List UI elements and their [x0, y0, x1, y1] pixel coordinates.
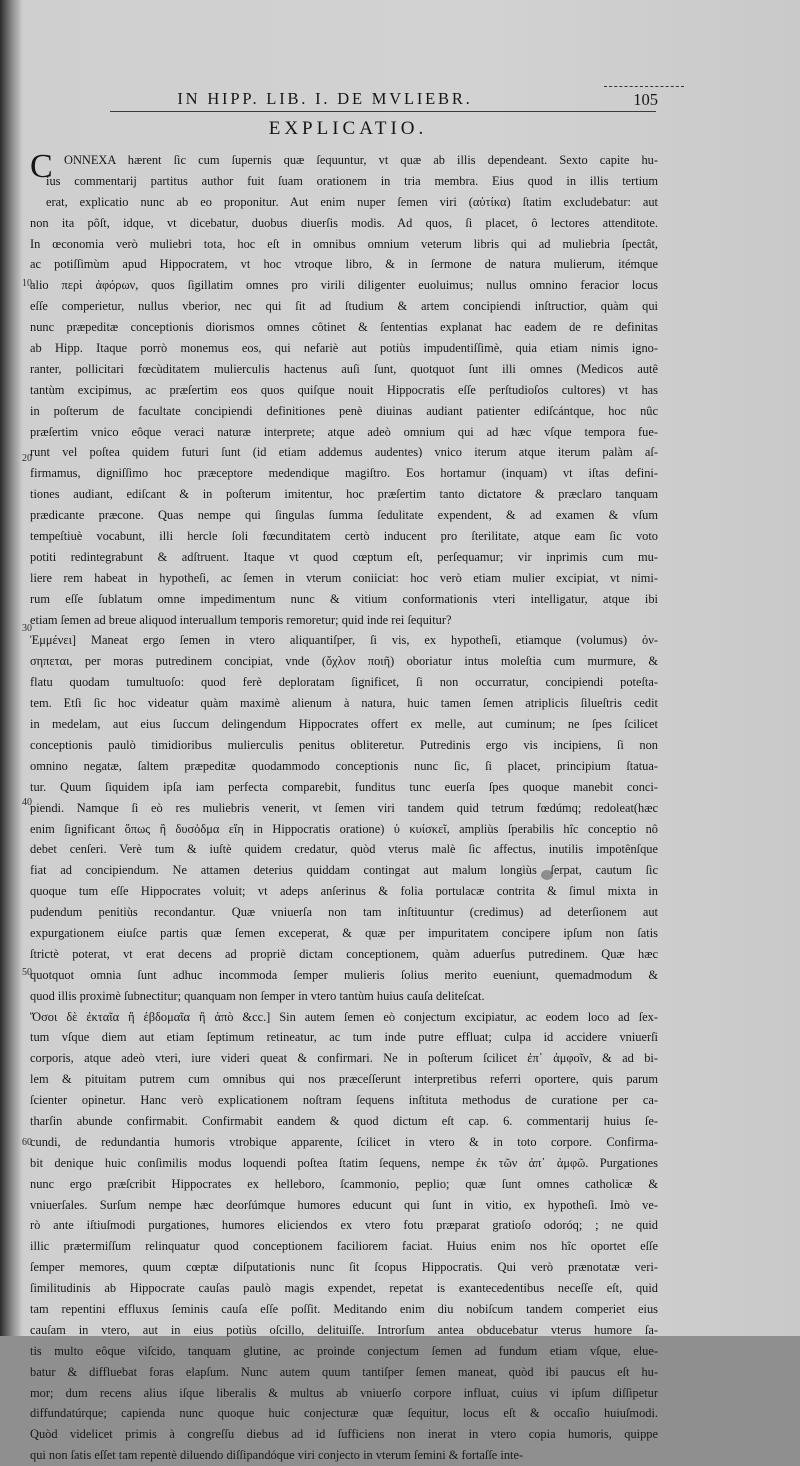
text-line: omnino negatæ, ſaltem præpeditæ quodammodo conceptionis nunc ſic, ſi placet, principium ſtatua-	[30, 758, 658, 773]
text-line: expurgationem eiuſce partis quæ ſemen exceperat, & quæ per impuritatem concipere ipſum non ſatis	[30, 925, 658, 940]
text-line: cundi, de redundantia humoris vtrobique apparente, ſcilicet in vtero & in toto corpore. Confirma-	[30, 1134, 658, 1149]
text-line: illic prætermiſſum relinquatur quod conceptionem faciliorem faciat. Huius enim nos hîc oportet eſſe	[30, 1239, 658, 1254]
text-line: conceptionis paulò timidioribus mulierculis penitus obliteretur. Putredinis ergo vis incipiens, ſi non	[30, 737, 658, 752]
text-line: tum vſque diem aut etiam ſeptimum retineatur, ac tum inde putre effluat; culpa id accidere vniuerſi	[30, 1030, 658, 1045]
text-line: ac potiſſimùm apud Hippocratem, vt hoc vtroque libro, & in ſermone de natura mulierum, itémque	[30, 257, 658, 272]
line-number-marker: 60	[22, 1137, 32, 1148]
text-line: σηπεται, per moras putredinem concipiat, vnde (ὄχλον ποιῆ) oboriatur intus moleſtia cum murmure, &	[30, 654, 658, 669]
text-line: lem & pituitam putrem cum omnibus qui nos præceſſerunt interpretibus referri oportere, quis parum	[30, 1072, 658, 1087]
text-line: ius commentarij partitus author fuit ſuam orationem in tria membra. Eius quod in illis tertium	[46, 173, 658, 188]
text-line: Ὅσοι δὲ ἐκταῖα ἢ ἑβδομαῖα ἢ ἀπὸ &cc.] Sin autem ſemen eò conjectum excipiatur, ac eodem loco ad ſex-	[30, 1009, 658, 1024]
text-line: tem. Etſi ſic hoc videatur quàm maximè alienum à natura, huic tamen ſemen atriplicis ſilueſtris cedit	[30, 696, 658, 711]
text-line: nunc præpeditæ conceptionis diorismos omnes côtinet & ſententias explanat hac eadem de re definitas	[30, 320, 658, 335]
page-number: 105	[633, 90, 658, 109]
text-line: corporis, atque adeò vteri, iure videri queat & confirmari. Ne in poſterum ſcilicet ἐπ᾽ ἀμφοῖν, & ad bi-	[30, 1051, 658, 1066]
text-line: in medelam, aut eius ſuccum delingendum Hippocrates offert ex melle, aut cuminum; ne ſpes ſcilicet	[30, 717, 658, 732]
text-line: prædicante præcone. Quas nempe qui ſingulas ſumma ſedulitate expendent, & ad examen & vſum	[30, 508, 658, 523]
text-line: ſimilitudinis ab Hippocrate cauſas paulò magis expendet, repetat is exantecedentibus neceſſe eſt, quid	[30, 1281, 658, 1296]
text-line: debet cenſeri. Verè tum & iuſtè quidem credatur, quòd vterus malè ſic affectus, inutilis impotênſque	[30, 842, 658, 857]
running-head: IN HIPP. LIB. I. DE MVLIEBR.	[177, 89, 473, 108]
text-line: vniuerſales. Surſum nempe hæc deorſúmque humores educunt qui ſunt in vitio, ex hypotheſi. Imò ve-	[30, 1197, 658, 1212]
text-line: quoque tum eſſe Hippocrates voluit; vt adeps anſerinus & folia portulacæ contrita & ſimul mixta in	[30, 884, 658, 899]
line-number-marker: 30	[22, 623, 32, 634]
text-line: præſertim vnico eôque veraci naturæ interprete; atque adeò omnium qui ad hæc vſque tempora fue-	[30, 424, 658, 439]
text-line: ſcienter opinetur. Hanc verò explicationem noſtram ſequens inſtituta methodus de curatione per ca-	[30, 1093, 658, 1108]
line-number-marker: 40	[22, 797, 32, 808]
top-rule	[604, 86, 684, 88]
section-title: EXPLICATIO.	[268, 118, 428, 139]
text-line: ſemper memores, quum cœptæ diſputationis nunc ſit ſcopus Hippocratis. Qui verò prænotatæ veri-	[30, 1260, 658, 1275]
text-line: potiti redintegrabunt & adſtruent. Itaque vt quod cœptum eſt, perſequamur; vir inprimis cum mu-	[30, 549, 658, 564]
text-line: erat, explicatio nunc ab eo proponitur. Aut enim nuper ſemen viri (αὐτίκα) ſtatim excludebatur: aut	[46, 194, 658, 209]
text-line: Ἐμμένει] Maneat ergo ſemen in vtero aliquantiſper, ſi vis, ex hypotheſi, etiamque (volumus) ὀν-	[30, 633, 658, 648]
text-line: Quòd videlicet primis à congreſſu diebus ad id ſufficiens non inerat in vtero copia humoris, quippe	[30, 1427, 658, 1442]
text-line: non ita pôſt, idque, vt dicebatur, duobus diuerſis modis. Ad quos, ſi placet, ô lectores attenditote.	[30, 215, 658, 230]
text-line: cauſam in vtero, aut in eius potiùs oſcillo, delituiſſe. Introrſum antea obducebatur vterus humore ſa-	[30, 1322, 658, 1337]
line-number-marker: 50	[22, 967, 32, 978]
text-line: ONNEXA hærent ſic cum ſupernis quæ ſequuntur, vt quæ ab illis dependeant. Sexto capite hu-	[64, 153, 658, 167]
text-line: tam repentini effluxus ſeminis cauſa eſſe poſſit. Meditando enim diu nobiſcum tandem comperiet eius	[30, 1301, 658, 1316]
text-line: eſſe comperietur, nullus vberior, nec qui ſit ad ſtudium & artem concipiendi inſtructior, quàm qui	[30, 299, 658, 314]
line-number-marker: 10	[22, 278, 32, 289]
commentary-text	[30, 150, 658, 1466]
text-line: flatu quodam tumultuoſo: quod ferè deploratam ſignificet, ſi non occurratur, concipiendi poteſta-	[30, 675, 658, 690]
text-line: quotquot omnia ſunt adhuc incommoda ſemper mulieris ſolius merito eueniunt, quemadmodum &	[30, 967, 658, 982]
text-line: tur. Quum ſiquidem ipſa iam perfecta comparebit, funditus tunc euerſa ſpes quoque manebit conci-	[30, 779, 658, 794]
text-line: alio περὶ ἀφόρων, quos ſigillatim omnes pro virili diligenter euoluimus; nullus omnino feracior locus	[30, 278, 658, 293]
drop-capital: C	[30, 148, 53, 185]
text-line: ſtrictè poterat, vt erat decens ad propriè dictam conceptionem, quàm aduerſus putredinem. Quæ hæc	[30, 946, 658, 961]
text-line: tempeſtiuè vocabunt, illi hercle ſoli fœcunditatem certò inducent pro ſterilitate, atque eam ſic voto	[30, 529, 658, 544]
text-line: runt vel poſtea quidem futuri ſunt (id etiam addemus audentes) vnico iterum atque iterum palàm aſ-	[30, 445, 658, 460]
line-number-marker: 20	[22, 453, 32, 464]
text-line: ab Hipp. Itaque porrò monemus eos, qui nefariè aut potiùs impudentiſſimè, quia etiam nimis igno-	[30, 341, 658, 356]
book-gutter	[0, 0, 22, 1336]
text-line: firmamus, digniſſimo hoc præceptore medendique magiſtro. Eos hortamur (inquam) vt iſtas defini-	[30, 466, 658, 481]
text-line: ranter, pollicitari fœcùditatem mulierculis hactenus auſi ſunt, quotquot ſunt illi omnes (Medicos autê	[30, 361, 658, 376]
text-line: qui non ſatis eſſet tam repentè diluendo diſſipandóque viri conjecto in vterum ſemini & fortaſſe inte-	[30, 1448, 524, 1463]
text-line: liere rem habeat in hypotheſi, ac ſemen in vterum coniiciat: hoc verò etiam mulier excipiat, vt nimi-	[30, 570, 658, 585]
text-line: etiam ſemen ad breue aliquod interuallum temporis remoretur; quid inde rei ſequitur?	[30, 612, 452, 627]
text-line: tantùm excipimus, ac præſertim eos quos quiſque nouit Hippocratis eſſe perſtudioſos cultores) vt has	[30, 382, 658, 397]
text-line: bit denique huic conſimilis modus loquendi poſtea ſtatim ſequens, nempe ἐκ τῶν ἀπ᾽ ἀμφῶ. Purgationes	[30, 1155, 658, 1170]
text-line: fiat ad concipiendum. Ne attamen deterius quiddam contingat aut malum longiùs ſerpat, cautum ſic	[30, 863, 658, 878]
text-line: tiones audiant, ediſcant & in poſterum imitentur, hoc præſertim tanto dictatore & præclaro tanquam	[30, 487, 658, 502]
text-line: tharſin abunde confirmabit. Confirmabit eandem & quod dictum eſt cap. 6. commentarij huius ſe-	[30, 1113, 658, 1128]
text-line: In œconomia verò muliebri tota, hoc eſt in omnibus omnium veterum libris qui ad muliebria ſpectât,	[30, 236, 658, 251]
text-line: enim ſignificant ὅπως ἢ δυσὀδμα εἴη in Hippocratis oratione) ὑ κυίσκεῖ, ampliùs ſperabilis hîc conceptio nô	[30, 821, 658, 836]
text-line: diffundatúrque; capienda nunc quoque huic conjecturæ quæ ſequitur, locus eſt & occaſio huiuſmodi.	[30, 1406, 658, 1421]
text-line: pudendum penitiùs recondantur. Quæ vniuerſa non tam inſtituuntur (credimus) ad deterſionem aut	[30, 905, 658, 920]
text-line: mor; dum recens alius iſque liberalis & multus ab vniuerſo corpore influat, cuius vi ipſum diſſipetur	[30, 1385, 658, 1400]
text-line: nunc ergo præſcribit Hippocrates ex helleboro, ſcammonio, peplio; quæ ſunt omnes catholicæ &	[30, 1176, 658, 1191]
text-line: rum eſſe ſublatum omne impedimentum nunc & vitium conformationis vteri intelligatur, atque ibi	[30, 591, 658, 606]
text-line: quod illis proximè ſubnectitur; quanquam non ſemper in vtero tantùm huius cauſa deliteſcat.	[30, 988, 485, 1003]
text-line: rò ante iſtiuſmodi purgationes, humores eliciendos ex vtero fotu præparat gratioſo odoróq; ; ne quid	[30, 1218, 658, 1233]
text-line: in poſterum de facultate concipiendi definitiones penè diuinas audiant patienter ediſcántque, hoc nûc	[30, 403, 658, 418]
text-line: piendi. Namque ſi eò res muliebris venerit, vt ſemen viri tandem quid tetrum fœdúmq; redoleat(hæc	[30, 800, 658, 815]
text-line: batur & diffluebat foras elapſum. Nunc autem quum tantiſper ſemen maneat, quòd ibi paucus eſt hu-	[30, 1364, 658, 1379]
text-line: tis multo eôque viſcido, tanquam glutine, ac proinde conjectum ſemen ad fundum etiam vſque, elue-	[30, 1343, 658, 1358]
